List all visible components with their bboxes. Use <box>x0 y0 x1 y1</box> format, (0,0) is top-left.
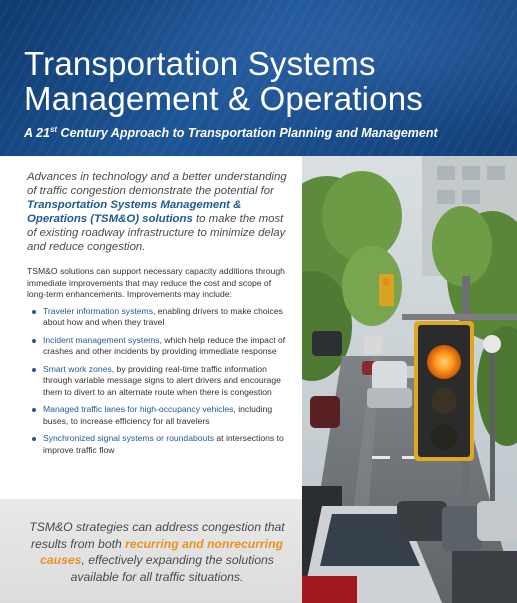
list-item-term: Smart work zones <box>43 363 112 374</box>
lead-highlight: Transportation Systems Management & Operations (TSM&O) solutions <box>27 199 242 225</box>
subtitle-sup: st <box>49 125 58 134</box>
lead-part-2: to make the most of existing roadway infrastructure to minimize delay and reduce congestion. <box>27 213 286 253</box>
quote-part-2: , effectively expanding the solutions available for all traffic situations. <box>70 553 274 584</box>
title-line-2: Management & Operations <box>24 80 423 117</box>
improvements-list <box>27 306 292 457</box>
list-item-text: , enabling drivers to make choices about how and when they travel <box>43 305 283 327</box>
content-column <box>0 156 302 499</box>
bullet-dot-icon <box>32 310 36 314</box>
list-item-text: at intersections to improve traffic flow <box>43 433 284 455</box>
list-item-text: , which help reduce the impact of crashes and other incidents by providing immediate response <box>43 334 286 356</box>
subtitle-pre: A 21 <box>24 126 50 140</box>
list-item-term: Synchronized signal systems or roundabouts <box>43 433 215 443</box>
page-subtitle <box>24 125 504 140</box>
bullet-dot-icon <box>32 408 36 412</box>
bullet-dot-icon <box>32 368 36 372</box>
list-item <box>27 433 292 456</box>
list-item-text: , including buses, to increase efficiency for all travelers <box>43 404 273 426</box>
bullet-dot-icon <box>32 339 36 343</box>
list-item-term: Managed traffic lanes for high-occupancy vehicles <box>43 404 234 414</box>
traffic-scene-image <box>302 156 517 603</box>
lead-part-1: Advances in technology and a better understanding of traffic congestion demonstrate the potential for <box>27 171 287 197</box>
list-item <box>27 404 292 427</box>
list-item <box>27 335 292 358</box>
subtitle-post: Century Approach to Transportation Planning and Management <box>57 126 438 140</box>
header-banner <box>0 0 517 156</box>
bullet-dot-icon <box>32 437 36 441</box>
title-line-1: Transportation Systems <box>24 45 376 82</box>
quote-highlight: recurring and nonrecurring causes <box>40 536 283 567</box>
callout-quote <box>0 499 302 603</box>
list-item <box>27 306 292 329</box>
list-item-term: Incident management systems <box>43 334 160 345</box>
lead-paragraph <box>27 170 292 254</box>
list-item <box>27 364 292 399</box>
intro-paragraph: TSM&O solutions can support necessary capacity additions through immediate improvements that may reduce the cost and scope of long-term enhancements. Improvements may include: <box>27 266 285 299</box>
list-item-term: Traveler information systems <box>43 305 153 316</box>
list-item-text: , by providing real-time traffic information through variable message signs to alert drivers and encourage them to divert to an alternate route when there is congestion <box>43 363 281 397</box>
page-title <box>24 46 504 116</box>
traffic-photo <box>302 156 517 603</box>
quote-part-1: TSM&O strategies can address congestion that results from both <box>29 520 285 551</box>
